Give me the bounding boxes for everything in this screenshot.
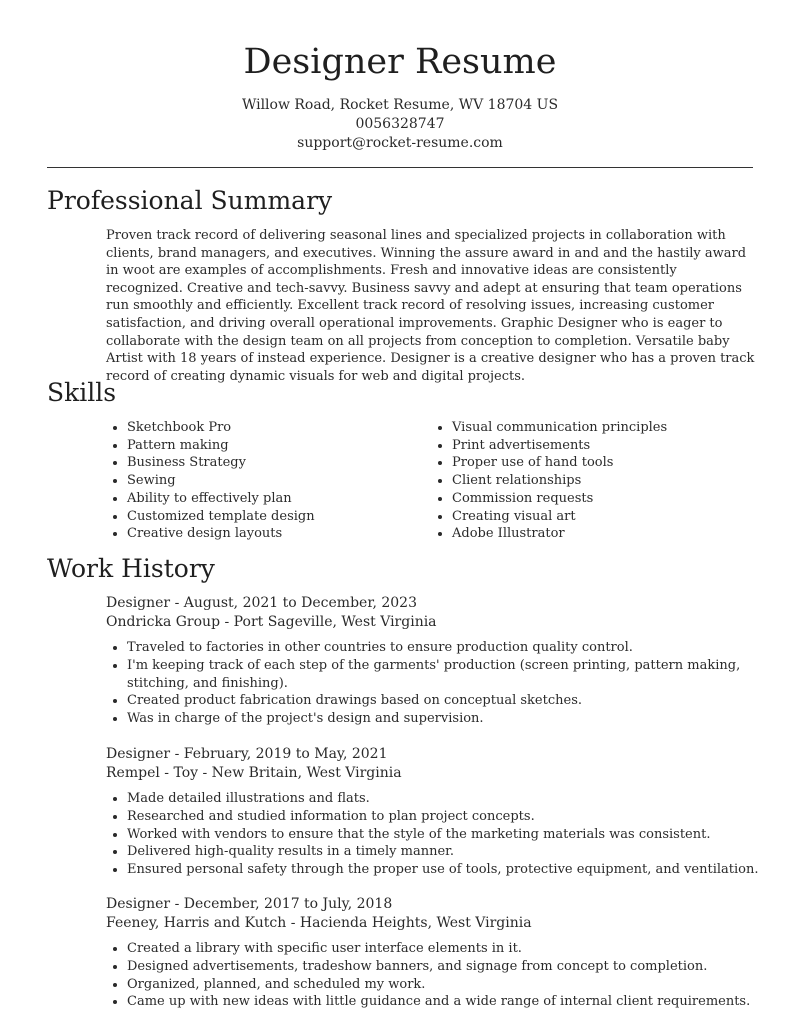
skill-item: • Sketchbook Pro (127, 419, 431, 437)
job-entry (106, 895, 766, 1011)
skills-heading: Skills (47, 378, 117, 407)
resume-title: Designer Resume (243, 42, 557, 82)
job-title-dates: Designer - August, 2021 to December, 2023 (106, 595, 418, 611)
job-duty: • Created product fabrication drawings based on conceptual sketches. (127, 692, 766, 710)
job-entry (106, 745, 766, 879)
contact-block (0, 96, 800, 153)
skill-item: • Visual communication principles (452, 419, 756, 437)
job-duty: • Ensured personal safety through the proper use of tools, protective equipment, and ventilation. (127, 861, 766, 879)
skill-item: • Customized template design (127, 508, 431, 526)
job-duty: • Researched and studied information to plan project concepts. (127, 808, 766, 826)
job-duty: • Worked with vendors to ensure that the style of the marketing materials was consistent. (127, 826, 766, 844)
summary-heading: Professional Summary (47, 186, 333, 215)
header-divider (47, 167, 753, 168)
skill-item: • Creating visual art (452, 508, 756, 526)
job-title-dates: Designer - December, 2017 to July, 2018 (106, 896, 393, 912)
job-duty: • Designed advertisements, tradeshow banners, and signage from concept to completion. (127, 958, 766, 976)
job-title-dates: Designer - February, 2019 to May, 2021 (106, 746, 388, 762)
job-duties (106, 790, 766, 879)
job-duty: • Organized, planned, and scheduled my work. (127, 976, 766, 994)
job-duty: • Traveled to factories in other countries to ensure production quality control. (127, 639, 766, 657)
skill-item: • Business Strategy (127, 454, 431, 472)
job-duty: • Made detailed illustrations and flats. (127, 790, 766, 808)
job-duties (106, 940, 766, 1011)
skill-item: • Sewing (127, 472, 431, 490)
skills-list (106, 419, 756, 543)
job-employer-location: Rempel - Toy - New Britain, West Virginia (106, 765, 402, 781)
skill-item: • Pattern making (127, 437, 431, 455)
skill-item: • Client relationships (452, 472, 756, 490)
job-duty: • Came up with new ideas with little guidance and a wide range of internal client requirements. (127, 993, 766, 1011)
skill-item: • Commission requests (452, 490, 756, 508)
job-duty: • I'm keeping track of each step of the garments' production (screen printing, pattern making, stitching, and finishing). (127, 657, 766, 693)
job-employer-location: Feeney, Harris and Kutch - Hacienda Heights, West Virginia (106, 915, 532, 931)
contact-address: Willow Road, Rocket Resume, WV 18704 US (241, 97, 559, 113)
contact-phone: 0056328747 (355, 116, 445, 132)
job-employer-location: Ondricka Group - Port Sageville, West Virginia (106, 614, 437, 630)
skill-item: • Print advertisements (452, 437, 756, 455)
skills-column-right (431, 419, 756, 543)
skill-item: • Creative design layouts (127, 525, 431, 543)
skill-item: • Ability to effectively plan (127, 490, 431, 508)
skill-item: • Adobe Illustrator (452, 525, 756, 543)
resume-header (0, 0, 800, 153)
skills-column-left (106, 419, 431, 543)
contact-email: support@rocket-resume.com (297, 135, 503, 151)
skill-item: • Proper use of hand tools (452, 454, 756, 472)
job-duties (106, 639, 766, 728)
job-entry (106, 594, 766, 728)
job-duty: • Was in charge of the project's design and supervision. (127, 710, 766, 728)
job-duty: • Created a library with specific user interface elements in it. (127, 940, 766, 958)
job-duty: • Delivered high-quality results in a timely manner. (127, 843, 766, 861)
summary-text: Proven track record of delivering seasonal lines and specialized projects in collaboration with clients, brand managers, and executives. Winning the assure award in and and the hastily award in woot are examples of accomplishments. Fresh and innovative ideas are consistently recognized. Creative and tech-savvy. Business savvy and adept at ensuring that team operations run smoothly and efficiently. Excellent track record of resolving issues, increasing customer satisfaction, and driving overall operational improvements. Graphic Designer who is eager to collaborate with the design team on all projects from conception to completion. Versatile baby Artist with 18 years of instead experience. Designer is a creative designer who has a proven track record of creating dynamic visuals for web and digital projects. (106, 228, 755, 384)
work-history-heading: Work History (47, 554, 215, 583)
